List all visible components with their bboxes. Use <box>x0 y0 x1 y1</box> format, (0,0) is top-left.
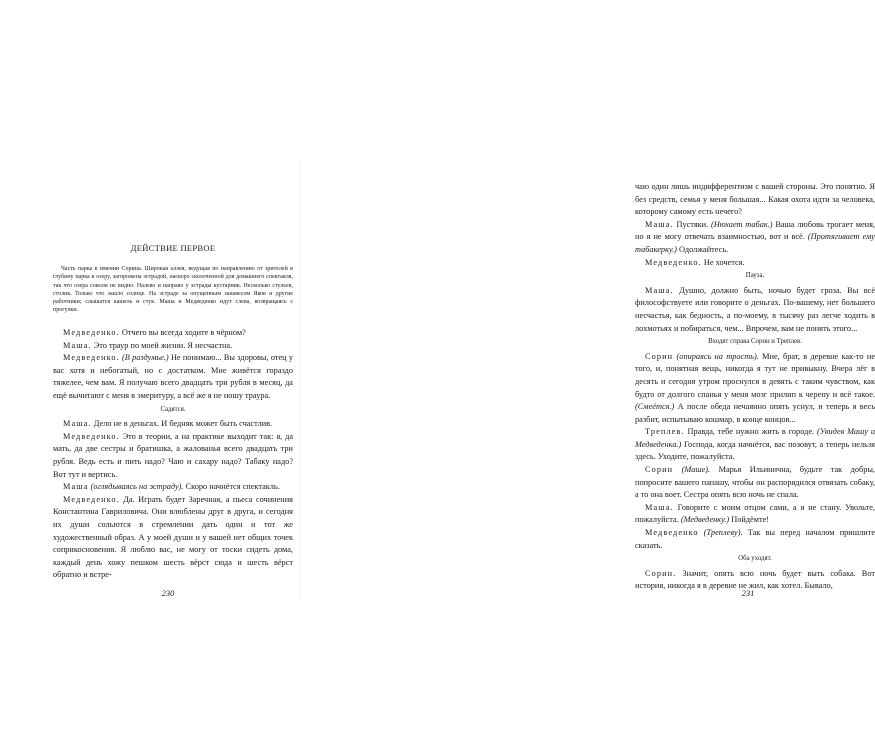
line-text: А после обеда нечаянно опять уснул, и теперь я весь разбит, испытываю кошмар, в конце концов... <box>635 402 875 424</box>
speaker-name: Медведенко <box>645 528 699 538</box>
line-text: Марья Ильинична, будьте так добры, попросите вашего папашу, чтобы он распорядился отвязать собаку, а то она воет. Сестра опять всю ночь не спала. <box>635 465 875 500</box>
stage-remark: (Протягивает ему табакерку.) <box>635 232 875 254</box>
stage-remark: (Треплеву). <box>703 528 743 538</box>
dialogue-line <box>53 481 293 494</box>
stage-remark: (Смеётся.) <box>635 402 675 412</box>
line-text: Да. Играть будет Заречная, а пьеса сочинения Константина Гавриловича. Они влюблены друг в друга, и сегодня их души сольются в стремлении дать один и тот же художественный образ. А у моей души и у вашей нет общих точек соприкосновения. Я люблю вас, не могу от тоски сидеть дома, каждый день хожу пешком шесть вёрст сюда и шесть вёрст обратно и встре- <box>53 494 293 580</box>
speaker-name: Маша. <box>645 219 674 229</box>
dialogue-line <box>635 527 875 552</box>
speaker-name: Маша. <box>645 285 674 295</box>
speaker-name: Медведенко. <box>63 431 120 441</box>
line-text: Отчего вы всегда ходите в чёрном? <box>121 328 246 337</box>
dialogue-line <box>635 219 875 257</box>
left-page <box>0 0 300 750</box>
line-text: Пойдёмте! <box>731 515 770 525</box>
right-page <box>300 0 875 750</box>
line-text: Скоро начнётся спектакль. <box>185 482 280 492</box>
dialogue-line <box>53 340 293 353</box>
centered-remark: Пауза. <box>745 272 765 280</box>
line-text: Мне, брат, в деревне как-то не того, и, понятная вещь, никогда я тут не привыкну. Вчера лёг в десять и сегодня утром проснулся в девять с таким чувством, как будто от долгого спанья у меня мозг прилип к черепу и всё такое. <box>635 351 875 399</box>
line-text: Пустяки. <box>676 219 709 229</box>
continuation-text: чаю один лишь индифферентизм с вашей стороны. Это понятно. Я без средств, семья у меня большая... Какая охота идти за человека, которому самому есть нечего? <box>635 182 875 217</box>
stage-remark: (оглядываясь на эстраду). <box>90 482 184 492</box>
dialogue-line <box>53 494 293 582</box>
page-number: 230 <box>161 588 175 598</box>
line-text: Говорите с моим отцом сами, а я не стану. Увольте, пожалуйста. <box>635 502 875 525</box>
dialogue-line <box>53 352 293 402</box>
speaker-name: Маша. <box>645 502 674 512</box>
stage-remark: (опираясь на трость). <box>676 351 759 361</box>
dialogue-line <box>53 431 293 481</box>
stage-remark: (В раздумье.) <box>122 353 169 363</box>
line-text: Не хочется. <box>703 257 745 267</box>
dialogue-line <box>635 285 875 335</box>
line-text: Не понимаю... Вы здоровы, отец у вас хотя и небогатый, но с достатком. Мне живётся гораздо тяжелее, чем вам. Я получаю всего двадцать три рубля в месяц, да ещё вычитают с меня в эмеритуру, а всё же я не ношу траура. <box>53 353 294 400</box>
stage-remark: (Медведенку.) <box>680 515 730 525</box>
centered-remark: Входят справа Сорин и Треплев. <box>708 338 802 346</box>
line-text: Правда, тебе нужно жить в городе. <box>687 427 815 437</box>
line-text: Так вы перед началом пришлите сказать. <box>635 528 875 550</box>
dialogue-line <box>53 327 293 340</box>
dialogue-line <box>635 351 875 427</box>
dialogue-line <box>53 418 293 431</box>
speaker-name: Медведенко. <box>63 328 120 337</box>
right-page-text <box>635 181 875 593</box>
speaker-name: Маша <box>63 482 89 492</box>
dialogue-line <box>635 502 875 527</box>
dialogue-line <box>635 426 875 464</box>
line-text: Дело не в деньгах. И бедняк может быть счастлив. <box>93 419 273 429</box>
line-text: Ваша любовь трогает меня, но я не могу отвечать взаимностью, вот и всё. <box>635 219 875 242</box>
speaker-name: Сорин <box>645 465 674 475</box>
speaker-name: Маша. <box>63 340 92 350</box>
dialogue-line <box>635 464 875 502</box>
left-page-text <box>53 327 293 582</box>
line-text: Это траур по моей жизни. Я несчастна. <box>93 340 233 350</box>
centered-remark: Оба уходят. <box>738 555 772 563</box>
centered-remark: Садятся. <box>160 405 186 413</box>
line-text: Одолжайтесь. <box>679 244 729 254</box>
line-text: Это в теории, а на практике выходит так: я, да мать, да две сестры и братишка, а жалованья всего двадцать три рубля. Ведь есть и пить надо? Чаю и сахару надо? Табаку надо? Вот тут и вертись. <box>53 431 294 479</box>
line-text: Значит, опять всю ночь будет выть собака. Вот история, никогда я в деревне не жил, как хотел. Бывало, <box>635 568 875 591</box>
speaker-name: Медведенко. <box>645 257 702 267</box>
speaker-name: Сорин <box>645 351 674 361</box>
stage-remark: (Маше). <box>681 465 711 475</box>
speaker-name: Маша. <box>63 419 92 429</box>
dialogue-line <box>635 257 875 270</box>
speaker-name: Сорин. <box>645 568 677 578</box>
speaker-name: Медведенко. <box>63 494 120 504</box>
line-text: Душно, должно быть, ночью будет гроза. Вы всё философствуете или говорите о деньгах. По-вашему, нет большего несчастья, как бедность, а по-моему, в тысячу раз легче ходить в лохмотьях и побираться, чем... Впрочем, вам не понять этого... <box>635 285 875 333</box>
speaker-name: Треплев. <box>645 427 685 437</box>
page-number: 231 <box>741 588 755 598</box>
stage-remark: (Увидев Машу и Медведенка.) <box>635 427 875 449</box>
line-text: Господа, когда начнётся, вас позовут, а теперь нельзя здесь. Уходите, пожалуйста. <box>635 439 875 462</box>
act-title: ДЕЙСТВИЕ ПЕРВОЕ <box>130 243 216 253</box>
stage-remark: (Нюхает табак.) <box>710 219 773 229</box>
speaker-name: Медведенко. <box>63 353 120 363</box>
stage-direction: Часть парка в имении Сорина. Широкая аллея, ведущая по направлению от зрителей в глубину парка к озеру, загорожена эстрадой, наскоро сколоченной для домашнего спектакля, так что озера совсем не видно. Налево и направо у эстрады кустарник. Несколько стульев, столик. Только что зашло солнце. На эстраде за опущенным занавесом Яков и другие работники; слышатся кашель и стук. Маша и Медведенко идут слева, возвращаясь с прогулки. <box>53 266 293 314</box>
